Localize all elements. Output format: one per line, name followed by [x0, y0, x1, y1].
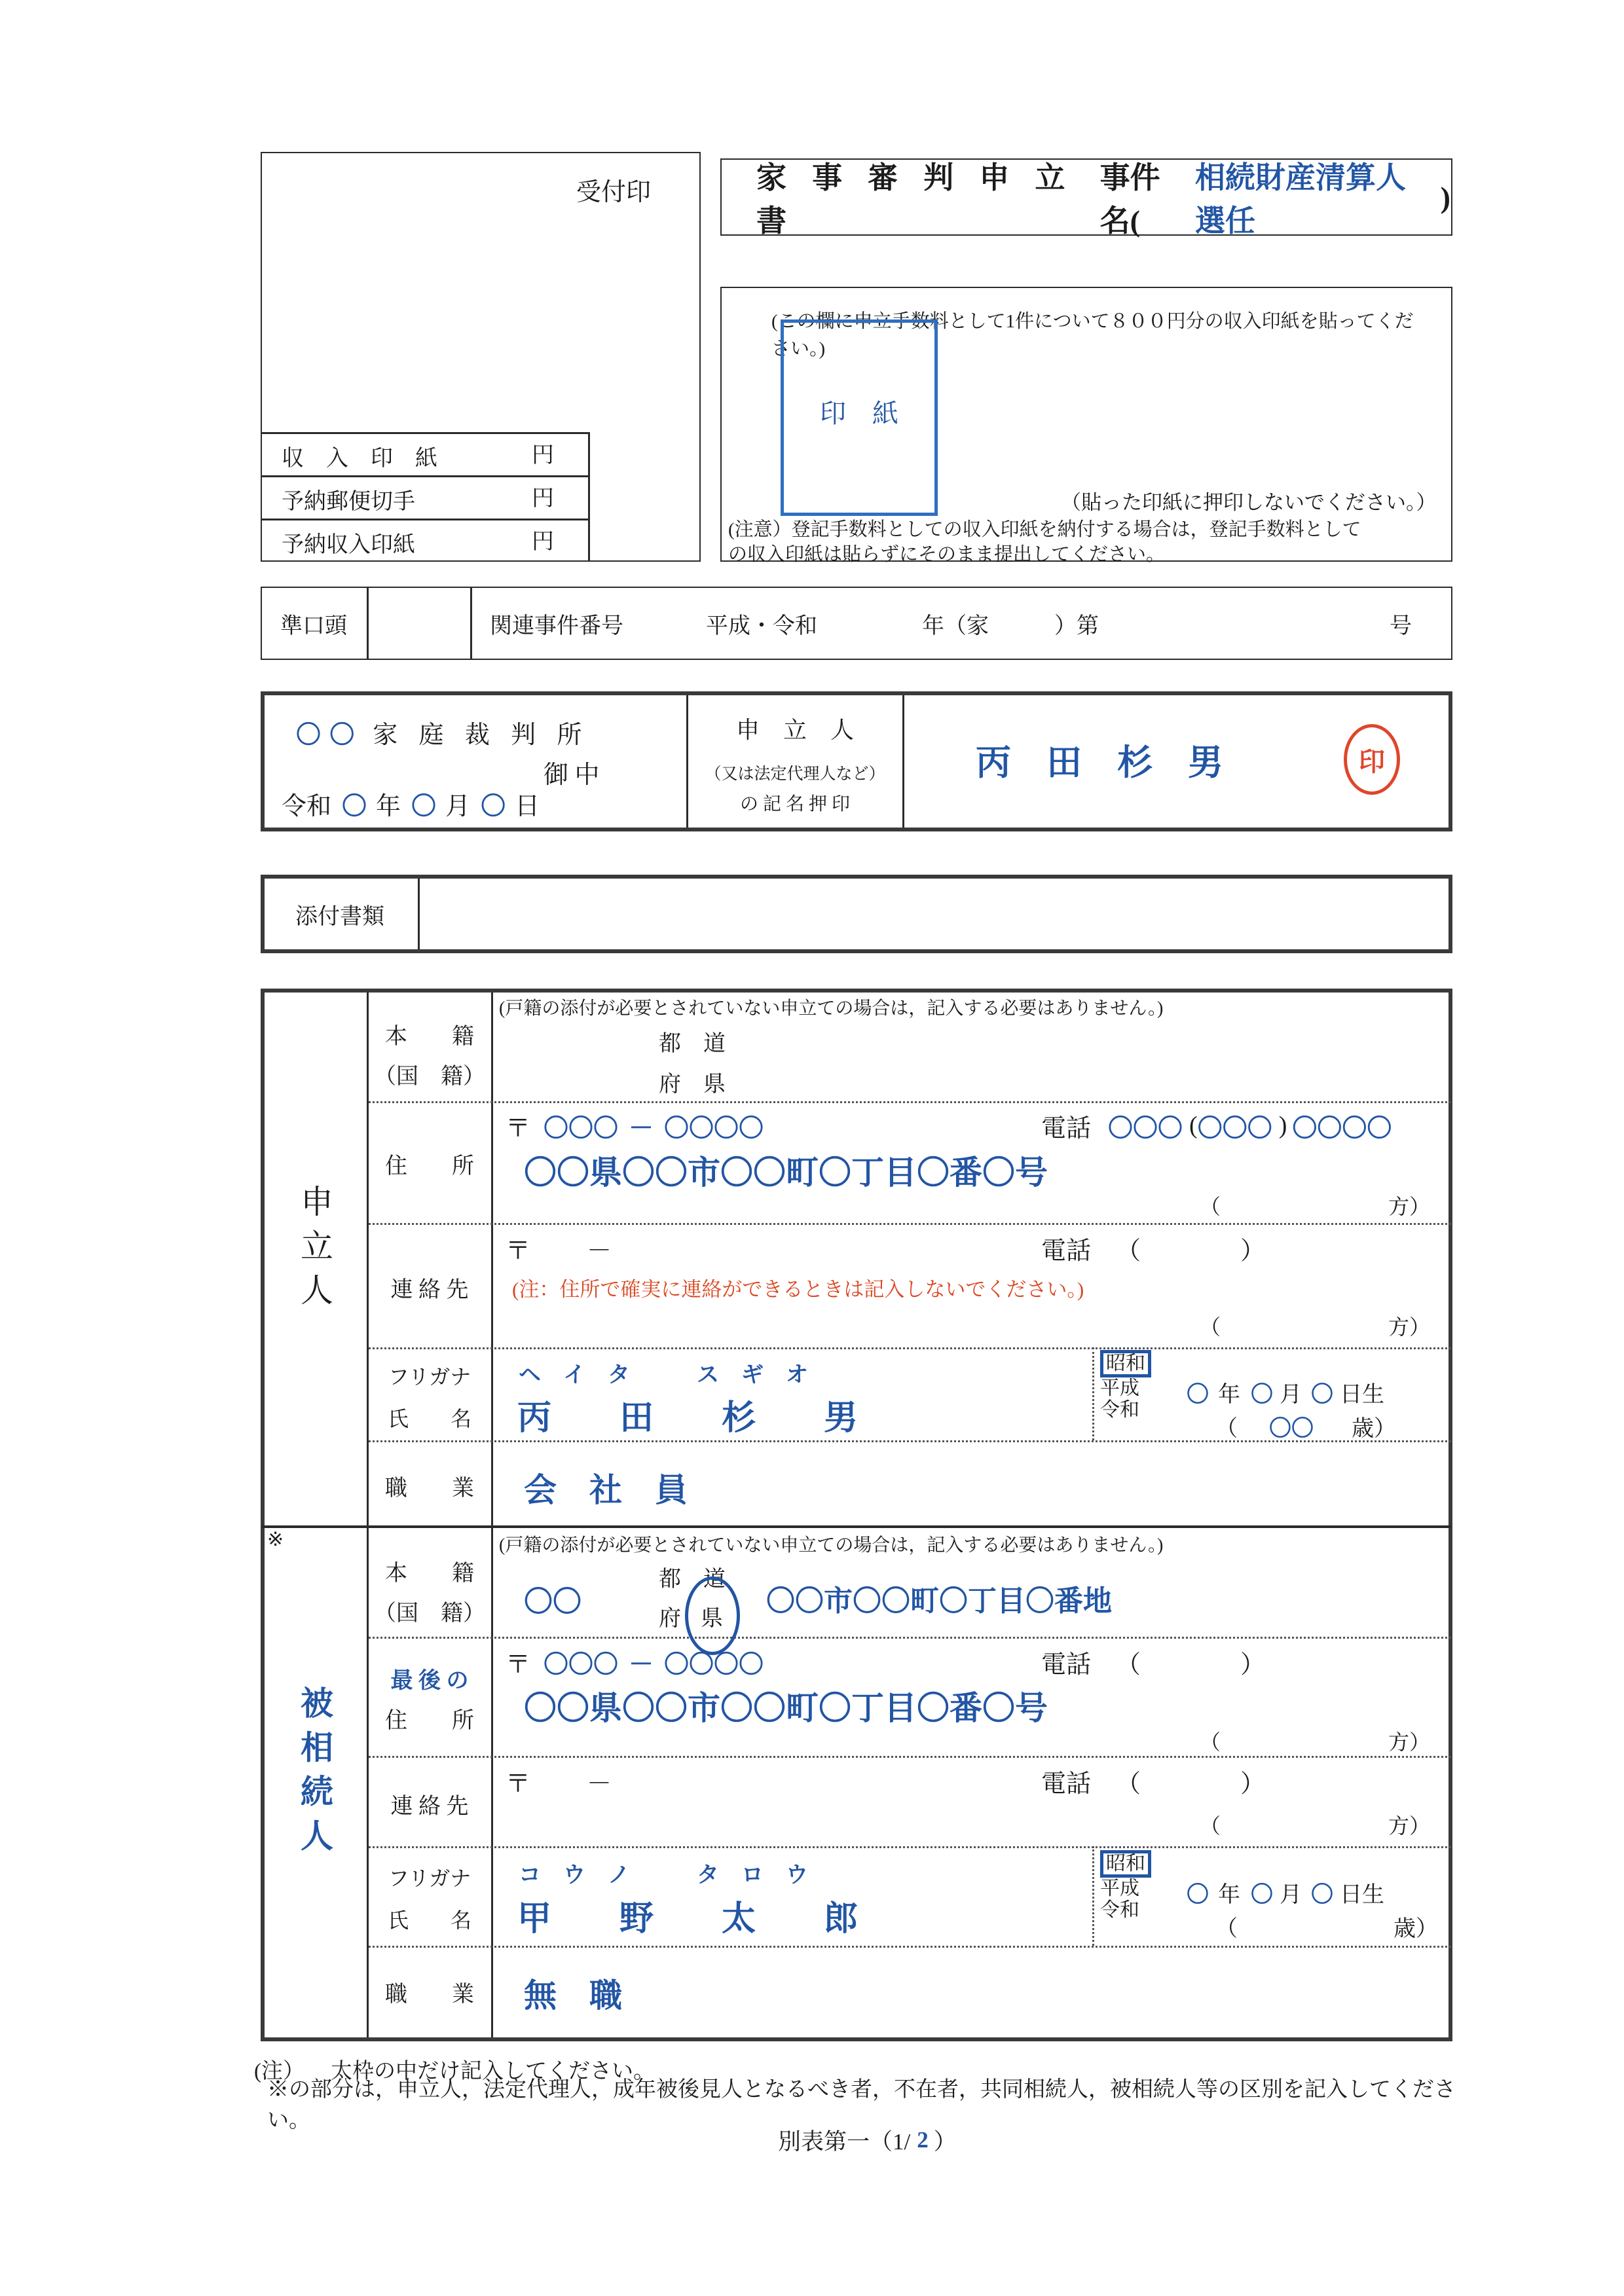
party-field-rule — [491, 993, 493, 2037]
decedent-birth-month-unit: 月 — [1280, 1882, 1302, 1907]
birthdate-col-rule-decedent — [1092, 1846, 1094, 1946]
applicant-seal-icon — [1344, 724, 1400, 795]
decedent-honseki-label — [369, 1545, 490, 1637]
decedent-contact-postal-mark: 〒 — [506, 1770, 531, 1798]
decedent-birth-year-value[interactable]: 〇 — [1187, 1881, 1209, 1908]
applicant-contact-telephone — [1041, 1228, 1447, 1267]
applicant-birth-year-unit: 年 — [1218, 1382, 1240, 1407]
applicant-birthdate — [1187, 1374, 1455, 1410]
applicant-job-label: 職 業 — [385, 1476, 474, 1501]
footer-page-number: 2 — [917, 2127, 929, 2153]
applicant-tel-1[interactable]: 〇〇〇 — [1108, 1113, 1183, 1142]
decedent-address-label-2: 住 所 — [385, 1709, 474, 1733]
fee-row-2-label: 予納収入印紙 — [282, 532, 415, 557]
applicant-postal — [506, 1104, 964, 1147]
applicant-birth-month-value[interactable]: 〇 — [1251, 1381, 1273, 1408]
applicant-address-value[interactable]: 〇〇県〇〇市〇〇町〇丁目〇番〇号 — [524, 1154, 1048, 1192]
decedent-era-showa[interactable]: 昭和 — [1100, 1850, 1151, 1878]
decedent-section-marker: ※ — [267, 1529, 284, 1550]
footer-note-2: ※の部分は，申立人，法定代理人，成年被後見人となるべき者，不在者，共同相続人，被相続人等の区別を記入してください。 — [267, 2078, 1456, 2132]
decedent-contact-postal — [506, 1761, 833, 1800]
decedent-address-kata: （ 方） — [1200, 1730, 1431, 1754]
decedent-postal-2[interactable]: 〇〇〇〇 — [664, 1649, 764, 1679]
filing-date-month-value: 〇 — [411, 791, 437, 820]
decedent-contact-kata: （ 方） — [1200, 1814, 1431, 1838]
applicant-birth-day-value[interactable]: 〇 — [1311, 1381, 1333, 1408]
applicant-age — [1215, 1409, 1451, 1443]
filing-date-day-unit: 日 — [515, 792, 540, 820]
row-divider-a2 — [369, 1223, 1451, 1225]
row-divider-a1 — [369, 1101, 1451, 1103]
stamp-note-line1: (この欄に申立手数料として1件について８００円分の収入印紙を貼ってくだ — [771, 311, 1414, 332]
stamp-no-seal-note: （貼った印紙に押印しないでください。） — [1061, 491, 1437, 514]
row-divider-d4 — [369, 1946, 1451, 1948]
footer-note-1-text: 太枠の中だけ記入してください。 — [331, 2059, 655, 2083]
decedent-address-label-1: 最 後 の — [390, 1669, 469, 1693]
applicant-era-stack — [1100, 1350, 1179, 1439]
birthdate-col-rule-applicant — [1092, 1347, 1094, 1440]
row-divider-d3 — [369, 1846, 1451, 1848]
filing-date — [282, 784, 674, 822]
court-rule-1 — [686, 695, 688, 828]
applicant-tel-2[interactable]: 〇〇〇 — [1197, 1113, 1272, 1142]
form-title — [756, 161, 1450, 238]
decedent-postal-mark: 〒 — [506, 1650, 531, 1679]
section-label-applicant-text: 申立人 — [296, 1184, 333, 1317]
filing-date-era: 令和 — [282, 792, 332, 820]
decedent-furigana-label: フリガナ — [388, 1867, 471, 1890]
section-label-decedent-text: 被相続人 — [296, 1686, 333, 1863]
fee-divider-1 — [262, 432, 589, 434]
applicant-signature-sub2: の 記 名 押 印 — [739, 794, 850, 814]
applicant-birth-day-unit: 日生 — [1340, 1382, 1384, 1407]
applicant-contact-dash: － — [587, 1237, 612, 1265]
applicant-contact-tel-paren: （ ） — [1116, 1237, 1266, 1265]
footer-page-prefix: 別表第一（1/ — [778, 2129, 911, 2155]
decedent-honseki-todo: 都 道 — [659, 1567, 726, 1592]
applicant-age-unit: 歳） — [1352, 1416, 1396, 1441]
stamp-note-line2: さい。) — [771, 338, 826, 359]
stamp-caution-line2: の収入印紙は貼らずにそのまま提出してください。 — [728, 544, 1166, 565]
applicant-age-value[interactable]: 〇〇 — [1269, 1415, 1314, 1442]
fee-divider-2 — [262, 475, 589, 477]
applicant-signature-name: 丙 田 杉 男 — [976, 742, 1223, 782]
applicant-furigana-label: フリガナ — [388, 1365, 471, 1389]
stamp-caution-line1: (注意）登記手数料としての収入印紙を納付する場合は，登記手数料として — [728, 519, 1361, 540]
applicant-honseki-label — [369, 1008, 490, 1100]
stamp-box-label: 印 紙 — [820, 398, 898, 428]
decedent-name-label: 氏 名 — [387, 1908, 471, 1932]
case-name-value: 相続財産清算人選任 — [1194, 161, 1406, 238]
court-honorific: 御 中 — [544, 761, 600, 789]
decedent-honseki-note: (戸籍の添付が必要とされていない申立ての場合は，記入する必要はありません。) — [499, 1535, 1164, 1556]
applicant-tel-label: 電話 — [1041, 1114, 1092, 1142]
decedent-postal-1[interactable]: 〇〇〇 — [544, 1649, 619, 1679]
fee-divider-3 — [262, 519, 589, 520]
decedent-name-labels — [369, 1854, 490, 1942]
party-section-divider — [262, 1525, 1451, 1528]
applicant-postal-dash: － — [629, 1114, 654, 1142]
receipt-seal-label: 受付印 — [576, 179, 652, 206]
row-divider-d1 — [369, 1637, 1451, 1639]
row-divider-a3 — [369, 1347, 1451, 1349]
court-rule-2 — [902, 695, 904, 828]
applicant-signature-sub1: （又は法定代理人など） — [705, 765, 885, 783]
applicant-honseki-todo: 都 道 — [659, 1032, 726, 1056]
decedent-contact-telephone — [1041, 1761, 1447, 1800]
decedent-era-stack — [1100, 1850, 1179, 1942]
related-case-paren: ）第 — [1054, 613, 1099, 638]
decedent-birth-day-unit: 日生 — [1340, 1882, 1384, 1907]
applicant-tel-3[interactable]: 〇〇〇〇 — [1292, 1113, 1392, 1142]
decedent-honseki-ken[interactable]: 県 — [701, 1607, 723, 1631]
decedent-birth-year-unit: 年 — [1218, 1882, 1240, 1907]
applicant-job-value[interactable]: 会 社 員 — [524, 1472, 688, 1508]
related-case-label: 関連事件番号 — [490, 613, 623, 638]
applicant-honseki-address-value[interactable] — [786, 1038, 1375, 1075]
decedent-telephone — [1041, 1641, 1447, 1683]
footer-note-1-label: (注） — [254, 2059, 304, 2083]
related-case-era: 平成・令和 — [706, 613, 817, 638]
row-divider-d2 — [369, 1756, 1451, 1758]
attachments-rule — [418, 879, 420, 949]
applicant-contact-postal — [506, 1228, 833, 1267]
footer-page-suffix: ） — [933, 2129, 957, 2155]
applicant-name-labels — [369, 1354, 490, 1439]
case-name-close: ) — [1440, 180, 1450, 214]
decedent-postal-dash: － — [629, 1650, 654, 1679]
filing-date-year-value: 〇 — [342, 791, 367, 820]
decedent-name-value[interactable]: 甲 野 太 郎 — [517, 1900, 858, 1938]
related-case-year: 年（家 — [922, 613, 989, 638]
applicant-furigana-value[interactable]: ヘ イ タ ス ギ オ — [519, 1362, 808, 1387]
applicant-contact-label: 連 絡 先 — [390, 1277, 469, 1302]
applicant-signature-label: 申 立 人 — [735, 716, 854, 743]
decedent-era-heisei[interactable]: 平成 — [1100, 1877, 1139, 1899]
applicant-contact-note: (注：住所で確実に連絡ができるときは記入しないでください。) — [512, 1278, 1084, 1301]
decedent-honseki-label-2: （国 籍） — [374, 1601, 485, 1626]
decedent-address-label — [369, 1643, 490, 1753]
applicant-name-value[interactable]: 丙 田 杉 男 — [517, 1399, 858, 1437]
applicant-honseki-fuken: 府 県 — [659, 1072, 726, 1097]
fee-row-0-unit: 円 — [532, 443, 554, 467]
related-case-number-unit: 号 — [1390, 613, 1412, 638]
footer-page-indicator — [778, 2124, 1053, 2157]
court-name: 家 庭 裁 判 所 — [373, 721, 589, 749]
attachments-value — [439, 875, 1447, 953]
filing-date-day-value: 〇 — [481, 791, 506, 820]
decedent-tel-paren: （ ） — [1116, 1650, 1266, 1679]
decedent-contact-dash: － — [587, 1770, 612, 1798]
fee-row-1-unit: 円 — [532, 486, 554, 511]
applicant-era-heisei[interactable]: 平成 — [1100, 1377, 1139, 1399]
section-label-decedent — [262, 1565, 367, 1984]
applicant-era-showa[interactable]: 昭和 — [1100, 1350, 1151, 1377]
decedent-job-label: 職 業 — [385, 1982, 474, 2007]
seal-label: 印 — [1359, 746, 1385, 776]
fee-row-0-label: 収 入 印 紙 — [282, 446, 437, 471]
applicant-era-reiwa[interactable]: 令和 — [1100, 1399, 1139, 1421]
decedent-age-unit: 歳） — [1393, 1916, 1438, 1941]
decedent-age — [1215, 1909, 1451, 1943]
applicant-address-kata: （ 方） — [1200, 1195, 1431, 1218]
applicant-contact-kata: （ 方） — [1200, 1315, 1431, 1339]
decedent-contact-tel-paren: （ ） — [1116, 1770, 1266, 1798]
decedent-age-open: （ — [1215, 1916, 1238, 1941]
decedent-tel-label: 電話 — [1041, 1650, 1092, 1679]
fee-row-1-label: 予納郵便切手 — [282, 489, 415, 514]
filing-date-month-unit: 月 — [445, 792, 471, 820]
applicant-birth-month-unit: 月 — [1280, 1382, 1302, 1407]
applicant-telephone: 電話 〇〇〇 ( 〇〇〇 ) 〇〇〇〇 — [1041, 1104, 1460, 1147]
decedent-furigana-value[interactable]: コ ウ ノ タ ロ ウ — [519, 1863, 808, 1887]
decedent-era-reiwa[interactable]: 令和 — [1100, 1899, 1139, 1922]
applicant-postal-1[interactable]: 〇〇〇 — [544, 1113, 619, 1142]
form-title-main: 家 事 審 判 申 立 書 — [756, 161, 1075, 238]
case-name-label: 事件名( — [1099, 161, 1160, 238]
applicant-honseki-label-2: （国 籍） — [374, 1065, 485, 1089]
oral-rule-2 — [470, 587, 472, 660]
decedent-postal — [506, 1641, 964, 1683]
applicant-postal-mark: 〒 — [506, 1114, 531, 1142]
decedent-honseki-address-value[interactable]: 〇〇市〇〇町〇丁目〇番地 — [766, 1584, 1112, 1618]
decedent-honseki-fu: 府 — [659, 1607, 681, 1631]
fee-row-2-unit: 円 — [532, 530, 554, 554]
applicant-honseki-pref-value[interactable] — [524, 1038, 648, 1075]
oral-label: 準口頭 — [280, 613, 347, 638]
applicant-address-label: 住 所 — [385, 1154, 474, 1178]
applicant-honseki-label-1: 本 籍 — [385, 1025, 474, 1049]
applicant-birth-year-value[interactable]: 〇 — [1187, 1381, 1209, 1408]
decedent-honseki-pref-value[interactable]: 〇〇 — [524, 1585, 581, 1618]
oral-rule-1 — [367, 587, 369, 660]
applicant-honseki-note: (戸籍の添付が必要とされていない申立ての場合は，記入する必要はありません。) — [499, 998, 1164, 1019]
decedent-contact-label: 連 絡 先 — [390, 1794, 469, 1819]
decedent-birth-month-value[interactable]: 〇 — [1251, 1881, 1273, 1908]
court-circle-placeholder: 〇 〇 — [296, 720, 355, 749]
filing-date-year-unit: 年 — [376, 792, 401, 820]
applicant-contact-tel-label: 電話 — [1041, 1237, 1092, 1265]
decedent-job-value[interactable]: 無 職 — [524, 1977, 622, 2014]
decedent-birthdate — [1187, 1874, 1455, 1910]
applicant-name-label: 氏 名 — [387, 1407, 471, 1430]
decedent-honseki-label-1: 本 籍 — [385, 1561, 474, 1586]
applicant-age-open: （ — [1215, 1416, 1238, 1441]
fee-right-rule — [588, 432, 590, 562]
court-circles — [296, 712, 663, 752]
applicant-contact-postal-mark: 〒 — [506, 1237, 531, 1265]
decedent-birth-day-value[interactable]: 〇 — [1311, 1881, 1333, 1908]
attachments-label: 添付書類 — [295, 904, 384, 929]
decedent-contact-tel-label: 電話 — [1041, 1770, 1092, 1798]
applicant-postal-2[interactable]: 〇〇〇〇 — [664, 1113, 764, 1142]
decedent-address-value[interactable]: 〇〇県〇〇市〇〇町〇丁目〇番〇号 — [524, 1689, 1048, 1727]
section-label-applicant — [262, 1048, 367, 1453]
